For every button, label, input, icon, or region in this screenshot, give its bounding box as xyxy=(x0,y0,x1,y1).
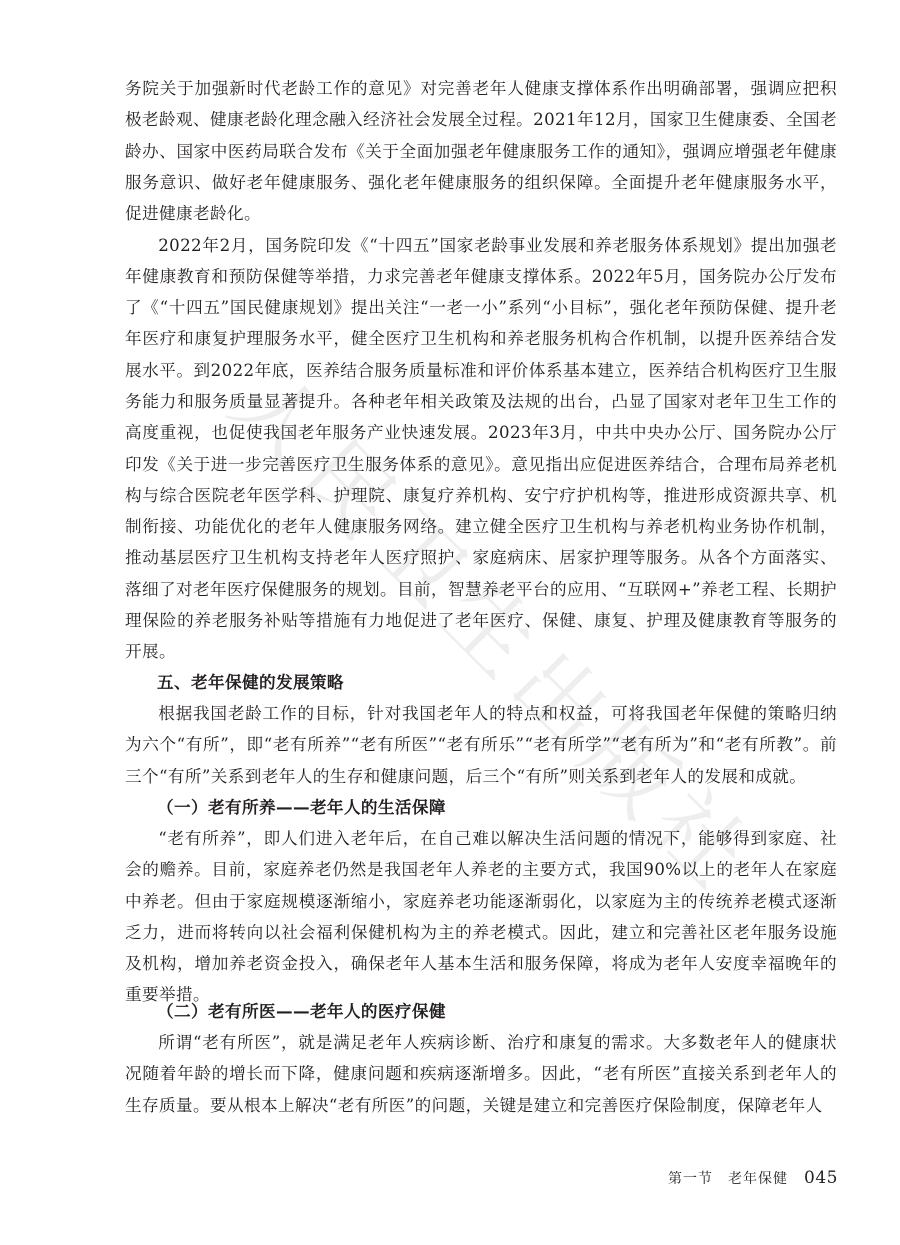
subsection-heading-2: （二）老有所医——老年人的医疗保健 xyxy=(157,1002,446,1021)
watermark-char: 卫 xyxy=(351,491,487,627)
subsection-heading-1: （一）老有所养——老年人的生活保障 xyxy=(157,798,446,817)
watermark-char: 社 xyxy=(631,771,767,907)
page-footer xyxy=(668,1168,838,1188)
watermark-char: 版 xyxy=(561,701,697,837)
paragraph-living-support: “老有所养”，即人们进入老年后，在自己难以解决生活问题的情况下，能够得到家庭、社会的赡养。目前，家庭养老仍然是我国老年人养老的主要方式，我国90%以上的老年人在家庭中养老。但由于家庭规模逐渐缩小，家庭养老功能逐渐弱化，以家庭为主的传统养老模式逐渐乏力，进而将转向以社会福利保健机构为主的养老模式。因此，建立和完善社区老年服务设施及机构，增加养老资金投入，确保老年人基本生活和服务保障，将成为老年人安度幸福晚年的重要举措。 xyxy=(125,829,837,1005)
paragraph-continued: 务院关于加强新时代老龄工作的意见》对完善老年人健康支撑体系作出明确部署，强调应把积极老龄观、健康老龄化理念融入经济社会发展全过程。2021年12月，国家卫生健康委、全国老龄办、国家中医药局联合发布《关于全面加强老年健康服务工作的通知》，强调应增强老年健康服务意识、做好老年健康服务、强化老年健康服务的组织保障。全面提升老年健康服务水平，促进健康老龄化。 xyxy=(125,79,837,224)
page-number: 045 xyxy=(804,1168,838,1188)
footer-section-title: 第一节 老年保健 xyxy=(668,1171,789,1187)
paragraph-policy-2022: 2022年2月，国务院印发《“十四五”国家老龄事业发展和养老服务体系规划》提出加强老年健康教育和预防保健等举措，力求完善老年健康支撑体系。2022年5月，国务院办公厅发布了《“十四五”国民健康规划》提出关注“一老一小”系列“小目标”，强化老年预防保健、提升老年医疗和康复护理服务水平，健全医疗卫生机构和养老服务机构合作机制，以提升医养结合发展水平。到2022年底，医养结合服务质量标准和评价体系基本建立，医养结合机构医疗卫生服务能力和服务质量显著提升。各种老年相关政策及法规的出台，凸显了国家对老年卫生工作的高度重视，也促使我国老年服务产业快速发展。2023年3月，中共中央办公厅、国务院办公厅印发《关于进一步完善医疗卫生服务体系的意见》。意见指出应促进医养结合，合理布局养老机构与综合医院老年医学科、护理院、康复疗养机构、安宁疗护机构等，推进形成资源共享、机制衔接、功能优化的老年人健康服务网络。建立健全医疗卫生机构与养老机构业务协作机制，推动基层医疗卫生机构支持老年人医疗照护、家庭病床、居家护理等服务。从各个方面落实、落细了对老年医疗保健服务的规划。目前，智慧养老平台的应用、“互联网+”养老工程、长期护理保险的养老服务补贴等措施有力地促进了老年医疗、保健、康复、护理及健康教育等服务的开展。 xyxy=(125,235,837,662)
section-heading: 五、老年保健的发展策略 xyxy=(157,673,344,692)
watermark-char: 民 xyxy=(281,421,417,557)
watermark-char: 生 xyxy=(421,561,557,697)
watermark-char: 出 xyxy=(491,631,627,767)
watermark-char: 人 xyxy=(211,351,347,487)
paragraph-medical-care: 所谓“老有所医”，就是满足老年人疾病诊断、治疗和康复的需求。大多数老年人的健康状况随着年龄的增长而下降，健康问题和疾病逐渐增多。因此，“老有所医”直接关系到老年人的生存质量。要从根本上解决“老有所医”的问题，关键是建立和完善医疗保险制度，保障老年人 xyxy=(125,1033,837,1115)
paragraph-strategy-intro: 根据我国老龄工作的目标，针对我国老年人的特点和权益，可将我国老年保健的策略归纳为六个“有所”，即“老有所养”“老有所医”“老有所乐”“老有所学”“老有所为”和“老有所教”。前三个“有所”关系到老年人的生存和健康问题，后三个“有所”则关系到老年人的发展和成就。 xyxy=(125,704,837,786)
